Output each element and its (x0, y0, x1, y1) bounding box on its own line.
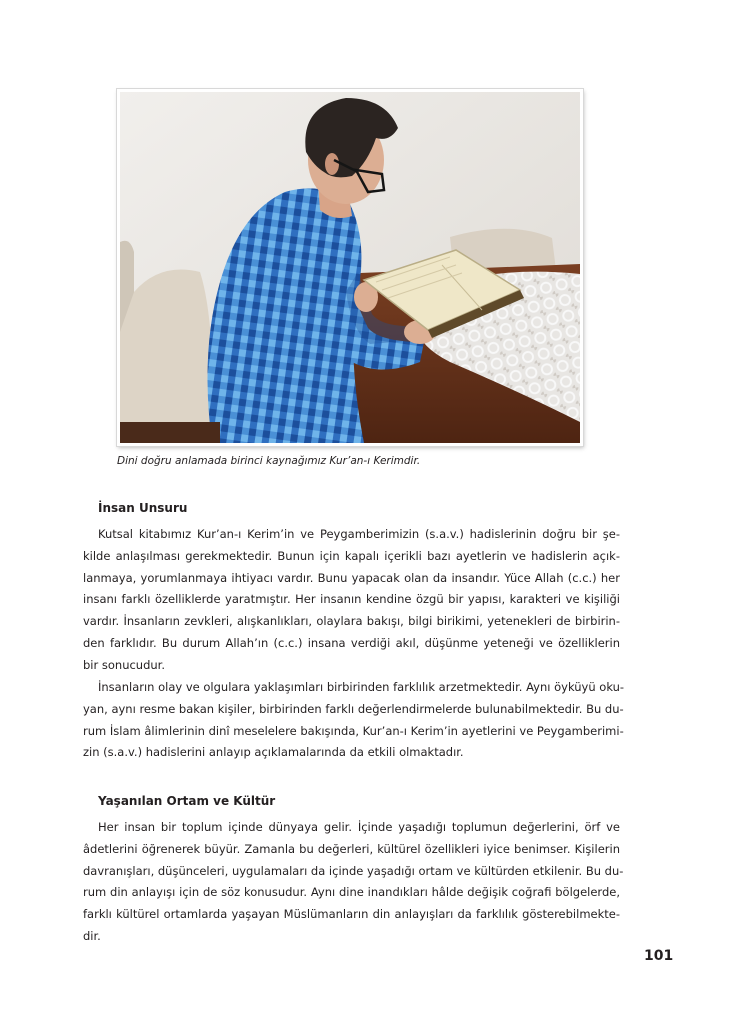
paragraph (83, 817, 624, 948)
paragraph (83, 677, 625, 764)
photo-illustration (120, 92, 580, 443)
text-line: insanı farklı özelliklerde yaratmıştır. Her insanın kendine özgü bir yapısı, karakteri ve kişiliği (83, 592, 620, 607)
text-line: yan, aynı resme bakan kişiler, birbirinden farklı değerlendirmelerde bulunabilmektedir. Bu du- (83, 701, 624, 716)
text-line: bir sonucudur. (83, 657, 166, 672)
text-line: den farklıdır. Bu durum Allah’ın (c.c.) insana verdiği akıl, düşünme yeteneği ve özelliklerin (83, 635, 620, 650)
text-line: rum İslam âlimlerinin dinî meselelere bakışında, Kur’an-ı Kerim’in ayetlerini ve Peygamberimi- (83, 723, 624, 738)
text-line: Her insan bir toplum içinde dünyaya gelir. İçinde yaşadığı toplumun değerlerini, örf ve (98, 820, 620, 834)
photo-man-reading-quran (117, 89, 583, 446)
text-line: farklı kültürel ortamlarda yaşayan Müslümanların din anlayışları da farklılık gösterebilmekte- (83, 907, 620, 922)
page-number: 101 (644, 948, 674, 964)
photo-caption: Dini doğru anlamada birinci kaynağımız Kur’an-ı Kerimdir. (117, 455, 421, 467)
text-line: rum din anlayışı için de söz konusudur. Aynı dine inandıkları hâlde değişik coğrafi bölgelerde, (83, 885, 620, 900)
text-line: vardır. İnsanların zevkleri, alışkanlıkları, olaylara bakışı, bilgi birikimi, yetenekleri de birbirin- (83, 614, 620, 629)
section-heading-insan-unsuru: İnsan Unsuru (98, 501, 188, 515)
text-line: Kutsal kitabımız Kur’an-ı Kerim’in ve Peygamberimizin (s.a.v.) hadislerinin doğru bir şe- (98, 527, 620, 541)
section-heading-yasanilan-ortam: Yaşanılan Ortam ve Kültür (98, 794, 276, 808)
text-line: dir. (83, 928, 101, 943)
paragraph (83, 524, 620, 677)
text-line: lanmaya, yorumlanmaya ihtiyacı vardır. Bunu yapacak olan da insandır. Yüce Allah (c.c.) her (83, 570, 620, 585)
text-line: kilde anlaşılması gerekmektedir. Bunun için kapalı içerikli bazı ayetlerin ve hadislerin açık- (83, 548, 620, 563)
text-line: zin (s.a.v.) hadislerini anlayıp açıklamalarında da etkili olmaktadır. (83, 745, 464, 760)
text-line: âdetlerini öğrenerek büyür. Zamanla bu değerleri, kültürel özellikleri iyice benimser. Kişilerin (83, 841, 620, 856)
text-line: davranışları, düşünceleri, uygulamaları da içinde yaşadığı ortam ve kültürden etkilenir. Bu du- (83, 863, 624, 878)
text-line: İnsanların olay ve olgulara yaklaşımları birbirinden farklılık arzetmektedir. Aynı öyküyü oku- (98, 680, 625, 694)
